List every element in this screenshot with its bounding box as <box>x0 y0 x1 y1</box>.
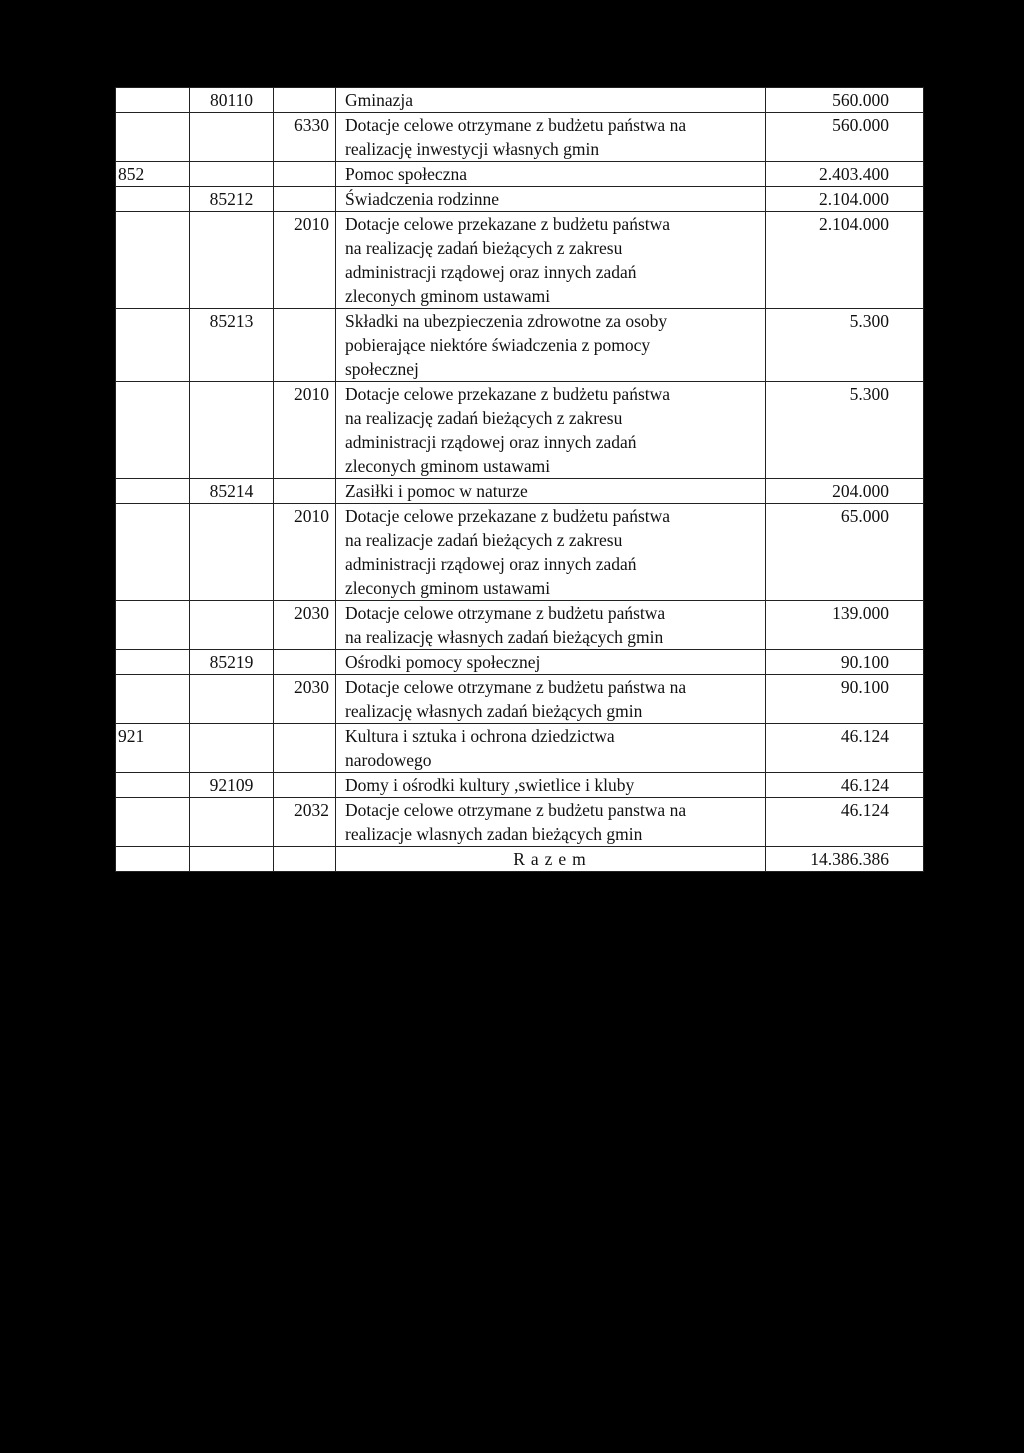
description-line: administracji rządowej oraz innych zadań <box>345 554 637 574</box>
dzial-cell: 921 <box>116 724 190 773</box>
table-row <box>116 309 924 382</box>
total-row <box>116 847 924 872</box>
dzial-cell <box>116 675 190 724</box>
rozdzial-cell <box>190 162 274 187</box>
paragraf-cell <box>274 724 336 773</box>
rozdzial-cell <box>190 382 274 479</box>
description-line: Dotacje celowe przekazane z budżetu państwa <box>345 214 671 234</box>
description-line: na realizacje zadań bieżących z zakresu <box>345 530 623 550</box>
rozdzial-cell: 85214 <box>190 479 274 504</box>
description-cell <box>336 798 766 847</box>
description-line: pobierające niektóre świadczenia z pomocy <box>345 335 651 355</box>
paragraf-cell: 2010 <box>274 504 336 601</box>
table-row <box>116 773 924 798</box>
description-cell <box>336 309 766 382</box>
dzial-cell <box>116 88 190 113</box>
description-line: Dotacje celowe otrzymane z budżetu państwa <box>345 603 666 623</box>
description-line: na realizację własnych zadań bieżących gmin <box>345 627 664 647</box>
table-row <box>116 187 924 212</box>
description-cell <box>336 479 766 504</box>
description-cell <box>336 162 766 187</box>
description-line: Gminazja <box>345 90 414 110</box>
paragraf-cell <box>274 88 336 113</box>
description-line: społecznej <box>345 359 419 379</box>
description-line: na realizację zadań bieżących z zakresu <box>345 408 623 428</box>
amount-cell: 65.000 <box>766 504 924 601</box>
description-line: administracji rządowej oraz innych zadań <box>345 262 637 282</box>
amount-cell: 46.124 <box>766 773 924 798</box>
description-line: realizację inwestycji własnych gmin <box>345 139 600 159</box>
rozdzial-cell <box>190 601 274 650</box>
description-line: Domy i ośrodki kultury ,swietlice i kluby <box>345 775 635 795</box>
dzial-cell <box>116 212 190 309</box>
dzial-cell <box>116 113 190 162</box>
description-line: Składki na ubezpieczenia zdrowotne za osoby <box>345 311 668 331</box>
paragraf-cell: 2010 <box>274 382 336 479</box>
dzial-cell <box>116 504 190 601</box>
amount-cell: 90.100 <box>766 675 924 724</box>
table-row <box>116 650 924 675</box>
description-line: zleconych gminom ustawami <box>345 578 551 598</box>
paragraf-cell: 2030 <box>274 601 336 650</box>
dzial-cell <box>116 601 190 650</box>
amount-cell: 560.000 <box>766 88 924 113</box>
description-cell <box>336 601 766 650</box>
description-cell <box>336 113 766 162</box>
amount-cell: 2.403.400 <box>766 162 924 187</box>
empty-cell <box>274 847 336 872</box>
table-row <box>116 798 924 847</box>
dzial-cell <box>116 382 190 479</box>
amount-cell: 560.000 <box>766 113 924 162</box>
paragraf-cell <box>274 187 336 212</box>
description-cell <box>336 212 766 309</box>
rozdzial-cell: 80110 <box>190 88 274 113</box>
rozdzial-cell <box>190 504 274 601</box>
rozdzial-cell <box>190 113 274 162</box>
description-line: na realizację zadań bieżących z zakresu <box>345 238 623 258</box>
table-row <box>116 88 924 113</box>
paragraf-cell: 6330 <box>274 113 336 162</box>
description-cell <box>336 382 766 479</box>
budget-table-body <box>116 88 924 872</box>
amount-cell: 90.100 <box>766 650 924 675</box>
rozdzial-cell: 85213 <box>190 309 274 382</box>
rozdzial-cell: 85212 <box>190 187 274 212</box>
description-line: Zasiłki i pomoc w naturze <box>345 481 528 501</box>
description-cell <box>336 773 766 798</box>
description-line: Dotacje celowe otrzymane z budżetu państwa na <box>345 677 687 697</box>
dzial-cell <box>116 479 190 504</box>
dzial-cell <box>116 798 190 847</box>
dzial-cell: 852 <box>116 162 190 187</box>
amount-cell: 204.000 <box>766 479 924 504</box>
amount-cell: 2.104.000 <box>766 187 924 212</box>
table-row <box>116 724 924 773</box>
amount-cell: 139.000 <box>766 601 924 650</box>
rozdzial-cell <box>190 798 274 847</box>
dzial-cell <box>116 309 190 382</box>
table-row <box>116 479 924 504</box>
description-line: zleconych gminom ustawami <box>345 456 551 476</box>
description-line: Świadczenia rodzinne <box>345 189 500 209</box>
description-line: realizacje wlasnych zadan bieżących gmin <box>345 824 643 844</box>
description-cell <box>336 675 766 724</box>
amount-cell: 5.300 <box>766 309 924 382</box>
paragraf-cell: 2030 <box>274 675 336 724</box>
rozdzial-cell <box>190 212 274 309</box>
total-label: Razem <box>336 847 766 872</box>
description-cell <box>336 724 766 773</box>
amount-cell: 46.124 <box>766 798 924 847</box>
table-row <box>116 113 924 162</box>
rozdzial-cell: 92109 <box>190 773 274 798</box>
budget-table <box>115 87 924 872</box>
paragraf-cell <box>274 479 336 504</box>
description-line: Ośrodki pomocy społecznej <box>345 652 541 672</box>
amount-cell: 2.104.000 <box>766 212 924 309</box>
description-line: zleconych gminom ustawami <box>345 286 551 306</box>
description-cell <box>336 88 766 113</box>
description-line: narodowego <box>345 750 432 770</box>
amount-cell: 46.124 <box>766 724 924 773</box>
empty-cell <box>116 847 190 872</box>
description-line: Kultura i sztuka i ochrona dziedzictwa <box>345 726 615 746</box>
paragraf-cell <box>274 773 336 798</box>
amount-cell: 5.300 <box>766 382 924 479</box>
description-line: Dotacje celowe przekazane z budżetu państwa <box>345 506 671 526</box>
description-cell <box>336 187 766 212</box>
dzial-cell <box>116 773 190 798</box>
table-row <box>116 601 924 650</box>
description-cell <box>336 504 766 601</box>
description-line: administracji rządowej oraz innych zadań <box>345 432 637 452</box>
table-row <box>116 675 924 724</box>
paragraf-cell: 2032 <box>274 798 336 847</box>
rozdzial-cell <box>190 675 274 724</box>
table-row <box>116 382 924 479</box>
description-line: realizację własnych zadań bieżących gmin <box>345 701 643 721</box>
description-line: Pomoc społeczna <box>345 164 467 184</box>
table-row <box>116 162 924 187</box>
dzial-cell <box>116 650 190 675</box>
description-cell <box>336 650 766 675</box>
paragraf-cell: 2010 <box>274 212 336 309</box>
dzial-cell <box>116 187 190 212</box>
rozdzial-cell <box>190 724 274 773</box>
description-line: Dotacje celowe przekazane z budżetu państwa <box>345 384 671 404</box>
empty-cell <box>190 847 274 872</box>
paragraf-cell <box>274 309 336 382</box>
rozdzial-cell: 85219 <box>190 650 274 675</box>
table-row <box>116 504 924 601</box>
paragraf-cell <box>274 162 336 187</box>
paragraf-cell <box>274 650 336 675</box>
table-row <box>116 212 924 309</box>
description-line: Dotacje celowe otrzymane z budżetu państwa na <box>345 115 687 135</box>
description-line: Dotacje celowe otrzymane z budżetu panstwa na <box>345 800 687 820</box>
total-amount: 14.386.386 <box>766 847 924 872</box>
